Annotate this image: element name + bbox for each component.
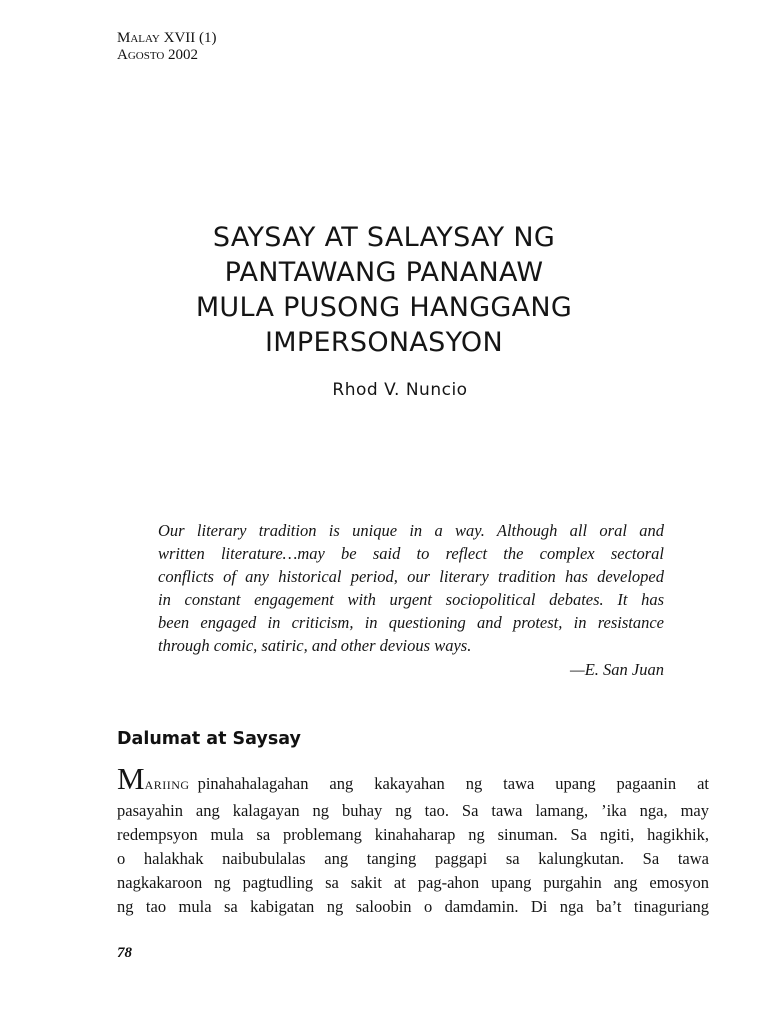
journal-name: Malay XVII (1): [117, 30, 217, 46]
epigraph-line: conflicts of any historical period, our literary tradition has developed: [158, 567, 664, 586]
first-line-text: pinahahalagahan ang kakayahan ng tawa upang pagaanin at: [197, 774, 709, 793]
epigraph-line: written literature…may be said to reflect the complex sectoral: [158, 544, 664, 563]
title-line: IMPERSONASYON: [265, 327, 503, 358]
epigraph-line: through comic, satiric, and other devious ways.: [158, 636, 472, 655]
journal-issue-date: Agosto 2002: [117, 47, 199, 63]
epigraph-attribution: —E. San Juan: [570, 660, 664, 679]
title-line: MULA PUSONG HANGGANG: [195, 292, 573, 323]
body-line: o halakhak naibubulalas ang tanging paggapi sa kalungkutan. Sa tawa: [117, 849, 709, 868]
drop-cap: M: [117, 761, 145, 796]
journal-header: [117, 30, 217, 64]
body-line: pasayahin ang kalagayan ng buhay ng tao. Sa tawa lamang, ’ika nga, may: [117, 801, 709, 820]
title-line: PANTAWANG PANANAW: [224, 257, 544, 288]
section-heading: Dalumat at Saysay: [117, 729, 301, 749]
body-line: [117, 761, 709, 799]
article-title: [0, 220, 768, 360]
body-line: redempsyon mula sa problemang kinahaharap ng sinuman. Sa ngiti, hagikhik,: [117, 825, 709, 844]
epigraph-quote: [158, 519, 664, 657]
article-author: Rhod V. Nuncio: [332, 380, 468, 400]
epigraph-line: Our literary tradition is unique in a way. Although all oral and: [158, 521, 664, 540]
title-line: SAYSAY AT SALAYSAY NG: [212, 222, 556, 253]
page-number: 78: [117, 945, 132, 961]
body-paragraph: [117, 761, 709, 919]
lead-word: ariing: [144, 773, 190, 793]
body-line: ng tao mula sa kabigatan ng saloobin o damdamin. Di nga ba’t tinaguriang: [117, 897, 709, 916]
epigraph-line: been engaged in criticism, in questioning and protest, in resistance: [158, 613, 664, 632]
body-line: nagkakaroon ng pagtudling sa sakit at pag-ahon upang purgahin ang emosyon: [117, 873, 709, 892]
epigraph-line: in constant engagement with urgent sociopolitical debates. It has: [158, 590, 664, 609]
